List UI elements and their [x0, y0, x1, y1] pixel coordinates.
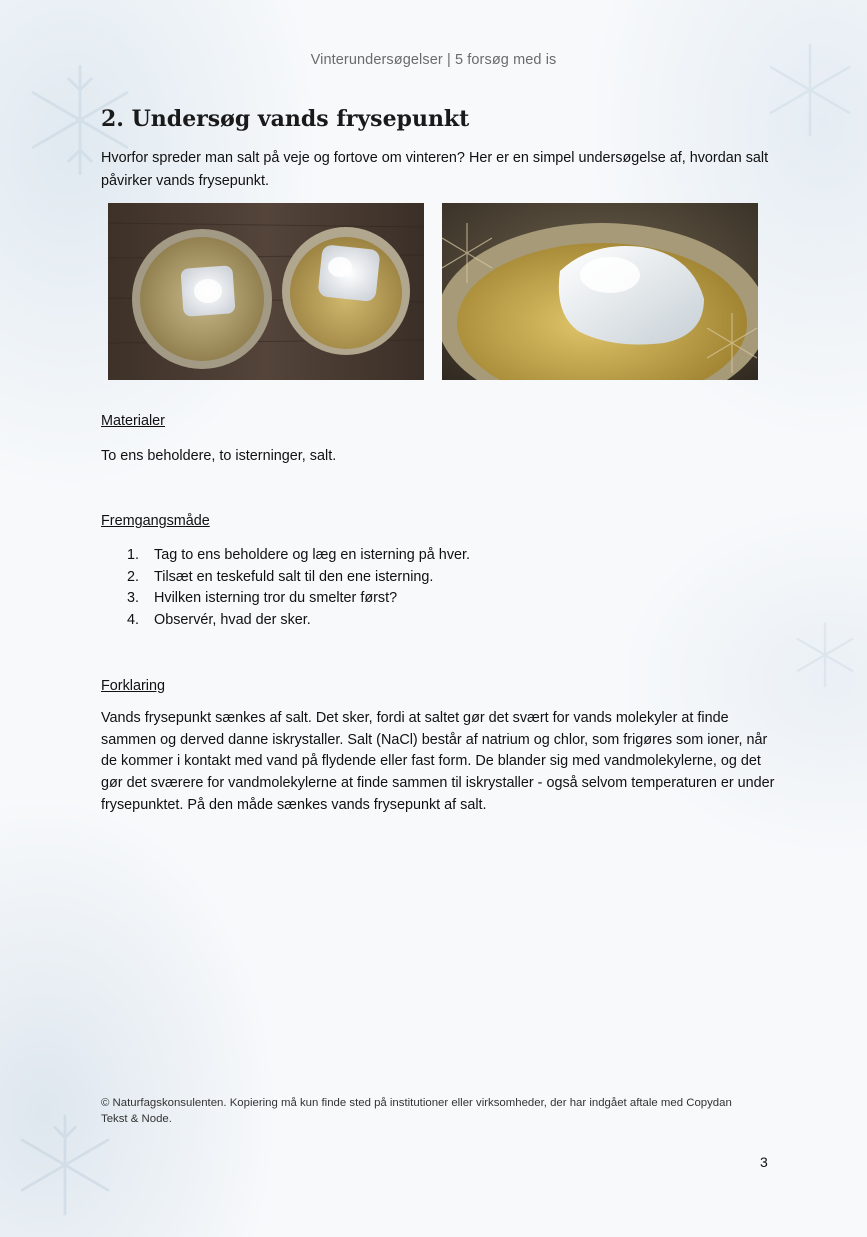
step-text: Observér, hvad der sker. — [154, 612, 311, 629]
procedure-steps-list — [101, 545, 470, 632]
step-number: 1. — [127, 547, 140, 563]
step-number: 3. — [127, 590, 140, 607]
step-number: 4. — [127, 612, 140, 629]
step-text: Tilsæt en teskefuld salt til den ene isterning. — [154, 568, 434, 585]
explanation-heading: Forklaring — [101, 678, 165, 694]
intro-paragraph: Hvorfor spreder man salt på veje og fortove om vinteren? Her er en simpel undersøgelse af, hvordan salt påvirker vands frysepunkt. — [101, 150, 769, 189]
snowflake-decoration-icon — [790, 620, 860, 690]
procedure-heading: Fremgangsmåde — [101, 513, 210, 529]
section-title: 2. Undersøg vands frysepunkt — [101, 106, 470, 132]
explanation-paragraph: Vands frysepunkt sænkes af salt. Det sker, fordi at saltet gør det svært for vands molekyler at finde sammen og derved danne iskrystaller. Salt (NaCl) består af natrium og chlor, som frigøres som ioner, når de kommer i kontakt med vand på flydende eller fast form. De blander sig med vandmolekylerne, og det gør det sværere for vandmolekylerne at finde sammen til iskrystaller - også selvom temperaturen er under frysepunktet. På den måde sænkes vands frysepunkt af salt. — [101, 710, 775, 813]
running-header: Vinterundersøgelser | 5 forsøg med is — [310, 52, 557, 68]
copyright-footer: © Naturfagskonsulenten. Kopiering må kun finde sted på institutioner eller virksomheder, der har indgået aftale med Copydan Tekst & Node. — [101, 1097, 732, 1125]
list-item — [101, 567, 470, 589]
materials-heading: Materialer — [101, 413, 165, 429]
photo-close-up-ice-in-dish — [442, 203, 758, 380]
list-item — [101, 610, 470, 632]
page-number: 3 — [760, 1154, 768, 1170]
list-item — [101, 588, 470, 610]
list-item — [101, 545, 470, 567]
step-text: Tag to ens beholdere og læg en isterning på hver. — [154, 547, 471, 563]
photo-two-dishes-with-ice — [108, 203, 424, 380]
step-number: 2. — [127, 568, 140, 585]
step-text: Hvilken isterning tror du smelter først? — [154, 590, 398, 607]
materials-text: To ens beholdere, to isterninger, salt. — [101, 448, 337, 464]
